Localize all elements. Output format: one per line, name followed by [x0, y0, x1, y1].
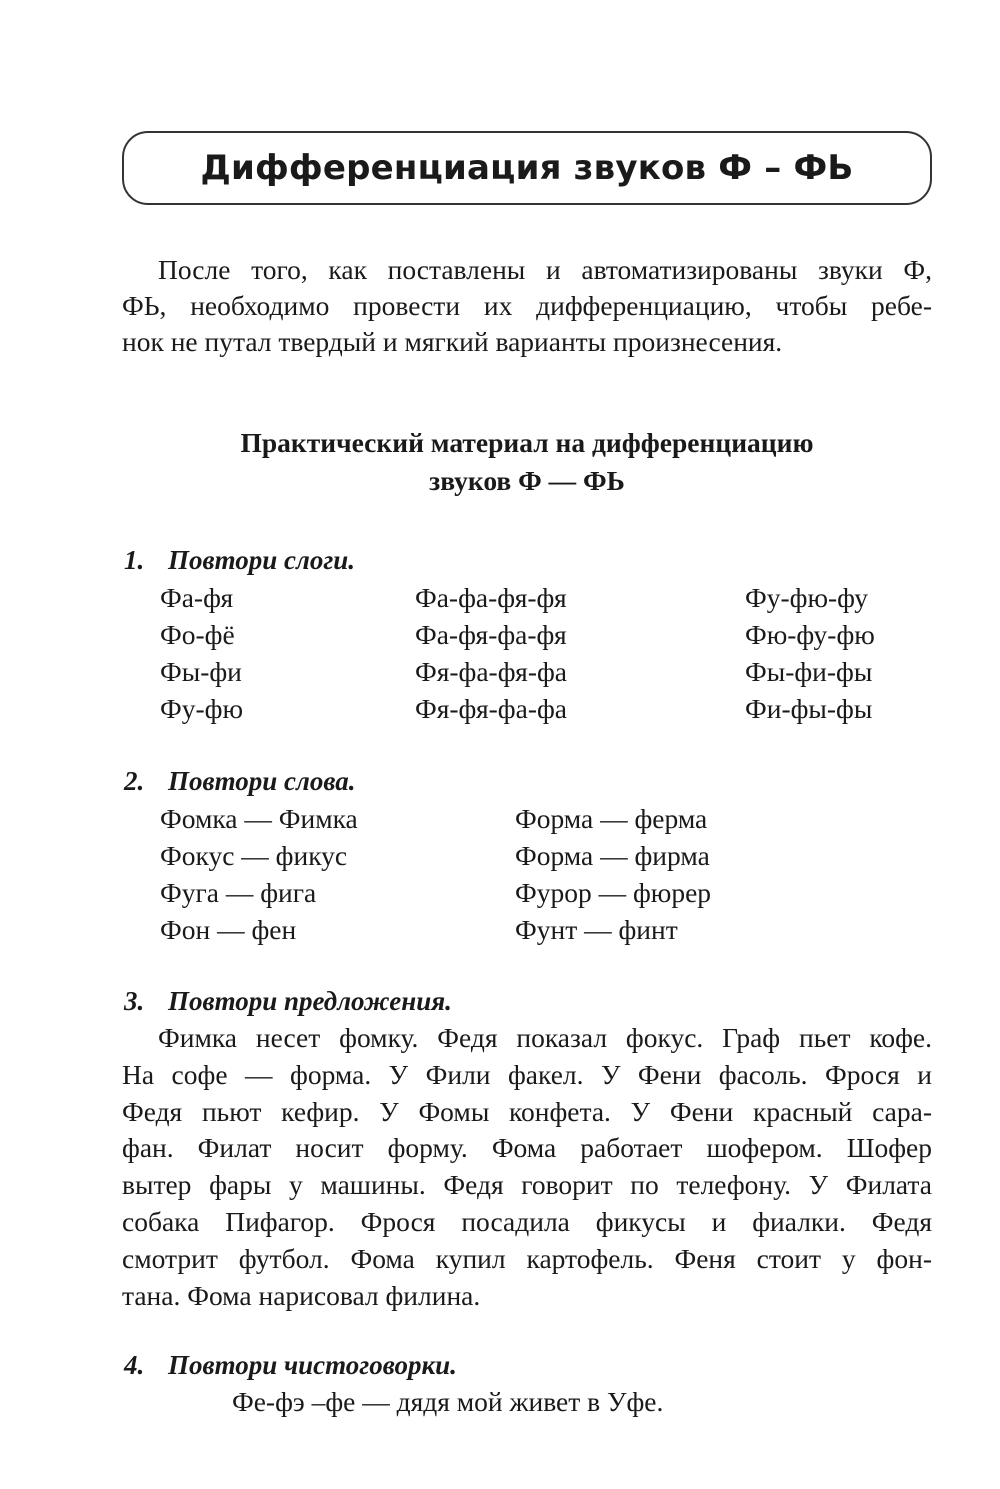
syllable: Фа-фа-фя-фя — [415, 582, 567, 613]
syllable: Фы-фи — [160, 656, 242, 687]
sentence-line: собака Пифагор. Фрося посадила фикусы и фиалки. Федя — [122, 1205, 932, 1237]
sentence-line: фан. Филат носит форму. Фома работает шофером. Шофер — [122, 1132, 932, 1164]
section-title: Повтори чистоговорки. — [168, 1350, 457, 1380]
word-pair: Фурор — фюрер — [515, 877, 712, 908]
subtitle-line-2: звуков Ф — ФЬ — [429, 465, 625, 496]
syllable: Фя-фа-фя-фа — [415, 656, 568, 687]
section-3-heading — [124, 986, 452, 1017]
word-pair: Фон — фен — [160, 914, 297, 945]
section-title: Повтори слова. — [168, 766, 356, 796]
syllable: Фю-фу-фю — [745, 619, 875, 650]
section-2-heading — [124, 766, 355, 797]
sentences-paragraph — [122, 1020, 932, 1314]
word-pair: Фокус — фикус — [160, 840, 348, 871]
section-number: 1. — [124, 545, 145, 575]
word-pair: Форма — фирма — [515, 840, 710, 871]
page-title: Дифференциация звуков Ф – ФЬ — [200, 148, 854, 188]
syllable: Фа-фя — [160, 582, 234, 613]
sentence-line: Фимка несет фомку. Федя показал фокус. Граф пьет кофе. — [158, 1022, 932, 1053]
word-pair: Фуга — фига — [160, 877, 317, 908]
intro-line: нок не путал твердый и мягкий варианты произнесения. — [122, 326, 783, 357]
sentence-line: вытер фары у машины. Федя говорит по телефону. У Филата — [122, 1169, 932, 1201]
subtitle-line-1: Практический материал на дифференциацию — [240, 427, 814, 458]
syllable: Фи-фы-фы — [745, 693, 873, 724]
syllable: Фу-фю-фу — [745, 582, 869, 613]
syllable: Фы-фи-фы — [745, 656, 873, 687]
syllable: Фу-фю — [160, 693, 243, 724]
section-title: Повтори слоги. — [168, 545, 356, 575]
sentence-line: тана. Фома нарисовал филина. — [122, 1279, 481, 1311]
syllable: Фя-фя-фа-фа — [415, 693, 568, 724]
sentence-line: Федя пьют кефир. У Фомы конфета. У Фени красный сара- — [122, 1095, 932, 1127]
intro-line: После того, как поставлены и автоматизированы звуки Ф, — [158, 254, 932, 285]
sentence-line: На софе — форма. У Фили факел. У Фени фасоль. Фрося и — [122, 1058, 932, 1090]
tongue-twister: Фе-фэ –фе — дядя мой живет в Уфе. — [232, 1386, 664, 1417]
word-pair: Фунт — финт — [515, 914, 678, 945]
intro-paragraph — [122, 252, 932, 360]
intro-line: ФЬ, необходимо провести их дифференциацию, чтобы ребе- — [122, 290, 932, 321]
section-1-heading — [124, 545, 355, 576]
sentence-line: смотрит футбол. Фома купил картофель. Феня стоит у фон- — [122, 1242, 932, 1274]
title-frame — [122, 131, 932, 205]
section-subtitle — [122, 424, 932, 500]
word-pair: Фомка — Фимка — [160, 803, 358, 834]
section-number: 2. — [124, 766, 145, 796]
section-4-heading — [124, 1350, 457, 1381]
word-pair: Форма — ферма — [515, 803, 708, 834]
syllable: Фо-фё — [160, 619, 235, 650]
section-number: 4. — [124, 1350, 145, 1380]
section-number: 3. — [124, 986, 145, 1016]
section-title: Повтори предложения. — [168, 986, 452, 1016]
syllable: Фа-фя-фа-фя — [415, 619, 567, 650]
